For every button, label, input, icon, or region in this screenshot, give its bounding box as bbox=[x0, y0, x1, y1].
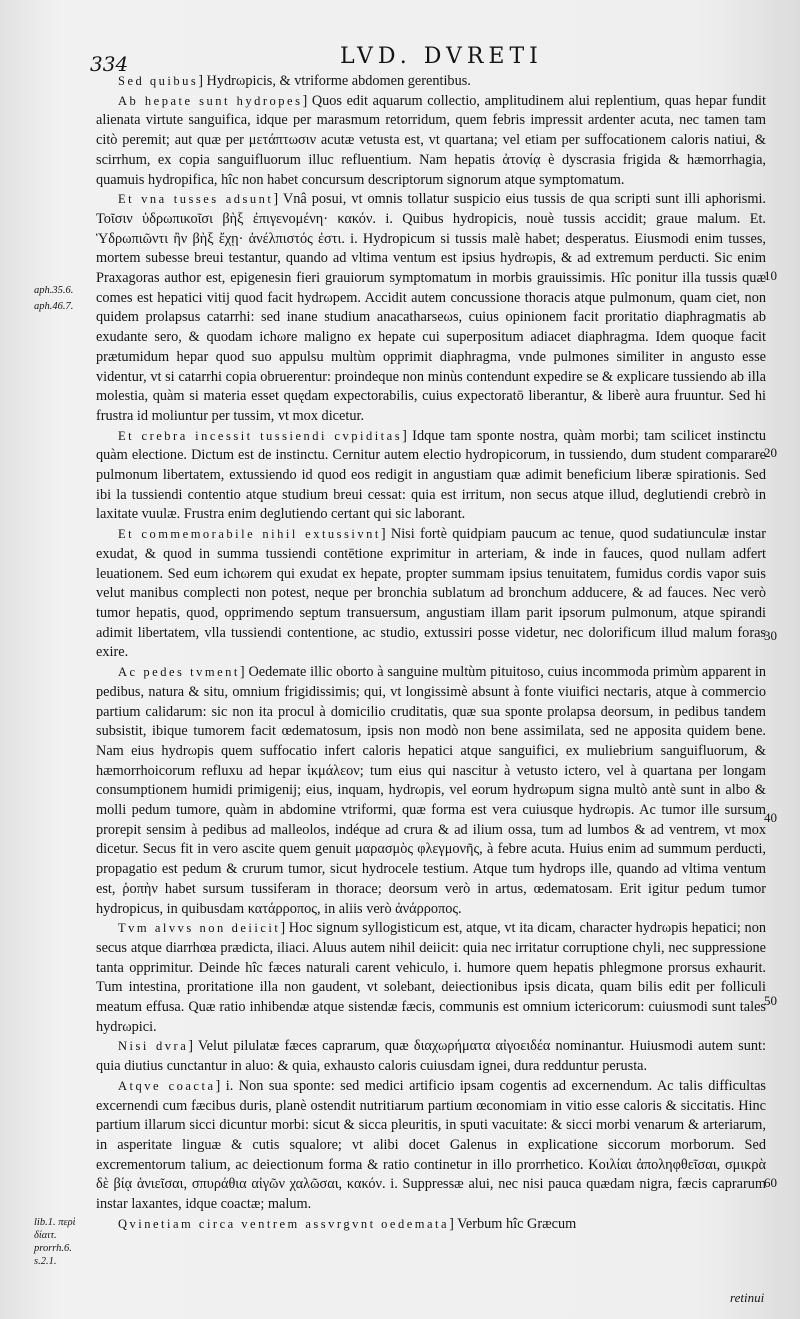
line-number: 30 bbox=[764, 628, 777, 643]
commentary-paragraph bbox=[96, 1077, 766, 1215]
margin-reference: aph.46.7. bbox=[34, 301, 74, 312]
commentary-paragraph bbox=[96, 72, 766, 92]
paragraph-text: ] Vnâ posui, vt omnis tollatur suspicio eius tussis de qua scripti sunt illi aphorismi. Τοῖσιν ὑδρωπικοῖσι βὴξ ἐπιγενομένη· κακόν. i. Quibus hydropicis, nouè tussis accidit; graue malum. Et. Ὑδρωπιῶντι ἢν βὴξ ἔχῃ· ἀνέλπιστός ἐστι. i. Hydropicum si tussis malè habet; desperatus. Eiusmodi enim tusses, mortem subesse breui testantur, quando ad vltima ventum est ipsius hydrωpis, & ad extremum perducti. Sic enim Praxagoras author est, epigenesin fieri grauiorum symptomatum in morbis grauissimis. Hîc ponitur illa tussis quæ comes est hepatici vitij quod facit hydrωpem. Accidit autem concussione thoracis atque pulmonum, quam ciet, non quidem prolapsus catarrhi: sed inane studium anacatharseωs, cuius opinionem facit proritatio diaphragmatis ab exudante sero, & quodam ichωre maligno ex hepate cui superpositum adiacet diaphragma. Idem quoque facit prætumidum hepar quod suo appulsu multùm opprimit diaphragma, vnde pulmones similiter in angusto esse videntur, vt si catarrhi copia obruerentur: proindeque non minùs contendunt expedire se & explicare tussiendo ab illa molestia, quàm si materia esset quędam expectorabilis, cuius expectoratō liberantur, & liberè aura fruuntur. Sed hi frustra id moliuntur per tussim, vt mox dicetur. bbox=[96, 191, 766, 424]
lemma: Nisi dvra bbox=[118, 1039, 189, 1054]
lemma: Atqve coacta bbox=[118, 1078, 216, 1093]
paragraph-text: ] Hydrωpicis, & vtriforme abdomen gerentibus. bbox=[198, 73, 471, 89]
commentary-paragraph bbox=[96, 919, 766, 1037]
paragraph-text: ] Idque tam sponte nostra, quàm morbi; tam scilicet instinctu quàm electione. Dictum est de instinctu. Cernitur autem electio hydropicorum, in tussiendo, dum student comparare pulmonum libertatem, extussiendo id quod eos redigit in angustiam quæ adimit beneficium liberæ spirationis. Sed ibi la tussiendi contentio atque studium breui cessat: quia est irritum, non secus atque illud, deglutiendi crebrò in laxitate vuulæ. Frustra enim deglutiendo certant qui sic laborant. bbox=[96, 427, 766, 523]
line-number: 50 bbox=[764, 993, 777, 1008]
page-number: 334 bbox=[90, 52, 129, 76]
paragraph-text: ] Quos edit aquarum collectio, amplitudinem alui replentium, quas hepar fundit alienata virtute sanguifica, idque per marasmum retorridum, quem febris impressit ardenter acuta, nec tamen tam citò peremit; aut quæ per μετάπτωσιν acutæ vetusta est, vt quartana; vel etiam per suffocationem caloris natiui, & scirrhum, ex copia sanguifluorum illuc refluentium. Nam hepatis ἀτονίᾳ è dyscrasia frigida & hæmorrhagia, quamuis hydropifica, hîc non habet concursum descriptorum signorum atque symptomatum. bbox=[96, 92, 766, 188]
paragraph-text: ] i. Non sua sponte: sed medici artificio ipsam cogentis ad excernendum. Ac talis difficultas excernendi cum fæcibus duris, planè ostendit nutritiarum partium œconomiam in vitio esse caloris & siccitatis. Hinc partium illarum sicci dicuntur morbi: sicut & sicca pleuritis, in sputi vacuitate: & sicci morbi venarum & arteriarum, in asperitate linguæ & cutis squalore; vt alibi docet Galenus in explicatione siccorum morborum. Sed excrementorum talium, ac deiectionum forma & ratio continetur in illo prorrhetico. Κοιλίαι ἀποληφθεῖσαι, σμικρὰ δὲ βίᾳ ἀνιεῖσαι, σπυράθια αἰγῶν χαλῶσαι, κακόν. i. Suppressæ alui, nec nisi pauca quædam nigra, fæcis caprarum instar laxantes, idque coactæ; malum. bbox=[96, 1077, 766, 1213]
paragraph-text: ] Oedemate illic oborto à sanguine multùm pituitoso, cuius incommoda primùm apparent in pedibus, natura & situ, omnium frigidissimis; qui, vt longissimè absunt à fonte viuifici nectaris, atque à commercio partium calidarum: sic non ita procul à domicilio cruditatis, quæ sua sponte prolapsa deorsum, in pedibus tandem subsistit, ibique tumorem facit œdematosum, ipsis non modò non bene assimilata, sed ne apposita quidem bene. Nam eius hydrωpis quem suffocatio infert caloris hepatici atque sanguifici, ex muliebrium sanguifluorum, & hæmorrhoicorum refluxu ad hepar ἰκμάλεον; tum eius qui nascitur à vetusto ictero, vel à quartana per longam consumptionem humidi primigenij; eius, inquam, hydrωpis, vel eorum hydrωpum signa multò antè sunt in albo & molli pedum tumore, quàm in abdomine vtriformi, quæ forma est vera cuiusque hydrωpis. Ac tumor ille sursum prorepit sensim à pedibus ad malleolos, indéque ad crura & ad ilium ossa, tum ad lumbos & ad ventrem, vt mox dicetur. Secus fit in vero ascite quem genuit μαρασμὸς φλεγμονῆς, à febre acuta. Huius enim ad summum perducti, propagatio est pedum & crurum tumor, sicut hydrocele testium. Atque tum hydrops ille, quando ad vltima ventum est, ῥοπὴν habet sursum tussiferam in thorace; deorsum verò in artus, œdematosam. Erit igitur pedum tumor hydropicus, in quibusdam κατάρροπος, in aliis verò ἀνάρροπος. bbox=[96, 664, 766, 917]
line-number: 10 bbox=[764, 268, 777, 283]
lemma: Et vna tusses adsunt bbox=[118, 192, 274, 207]
line-number: 60 bbox=[764, 1175, 777, 1190]
commentary-text bbox=[96, 72, 766, 1234]
paragraph-text: ] Verbum hîc Græcum bbox=[449, 1215, 577, 1232]
lemma: Qvinetiam circa ventrem assvrgvnt oedemata bbox=[118, 1216, 450, 1231]
paragraph-text: ] Velut pilulatæ fæces caprarum, quæ διαχωρήματα αἰγοειδέα nominantur. Huiusmodi autem sunt: quia diutius cunctantur in aluo: & quia, exhausto caloris cuiusdam ignei, dura redduntur perusta. bbox=[96, 1038, 766, 1075]
line-number: 40 bbox=[764, 810, 777, 825]
commentary-paragraph bbox=[96, 427, 766, 526]
line-number: 20 bbox=[764, 445, 777, 460]
paragraph-text: ] Hoc signum syllogisticum est, atque, vt ita dicam, character hydrωpis hepatici; non secus atque diarrhœa prædicta, iliaci. Aluus autem nihil deiicit: quia nec irritatur corruptione chyli, nec suppressione tanta opprimitur. Deinde hîc fæces naturali carent vehiculo, i. humore quem hepatis phlegmone prorsus exhaurit. Tum intestina, proritatione illa non gaudent, vt solebant, deiectionibus ipsis dicata, quam bilis edit per folliculi meatum effusa. Quæ ratio inhibendæ atque sistendæ fæcis, communis est omnium ictericorum: cuiusmodi sunt tales hydrωpici. bbox=[96, 920, 766, 1035]
lemma: Ab hepate sunt hydropes bbox=[118, 93, 303, 108]
lemma: Tvm alvvs non deiicit bbox=[118, 921, 281, 936]
lemma: Et commemorabile nihil extussivnt bbox=[118, 527, 381, 542]
lemma: Et crebra incessit tussiendi cvpiditas bbox=[118, 428, 403, 443]
commentary-paragraph bbox=[96, 1215, 766, 1235]
running-head: LVD. DVRETI bbox=[340, 44, 543, 69]
margin-reference: aph.35.6. bbox=[34, 285, 74, 296]
paragraph-text: ] Nisi fortè quidpiam paucum ac tenue, quod sudatiunculæ instar exudat, & quod in summa tussiendi contētione exprimitur in arteriam, & inde in fauces, quod nullam adfert leuationem. Sed eum ichωrem qui exudat ex hepate, propter summam ipsius tenuitatem, fumidus cordis vapor suis velut manibus complecti non potest, neque per bronchia sublatum ad bronchum adducere, & ad fauces. Nec verò tumor hepatis, quod, opprimendo septum transuersum, angustiam illam parit ipsorum pulmonum, atque spirandi adimit libertatem, vlla tussiendi contentione, ac studio, extussiri posse videtur, nec dolorificum illud malum foras exire. bbox=[96, 526, 766, 661]
catchword: retinui bbox=[730, 1290, 765, 1305]
commentary-paragraph bbox=[96, 525, 766, 663]
margin-reference: lib.1. περὶ δίαιτ. prorrh.6. s.2.1. bbox=[34, 1217, 76, 1267]
lemma: Sed quibus bbox=[118, 74, 199, 88]
commentary-paragraph bbox=[96, 92, 766, 191]
commentary-paragraph bbox=[96, 1037, 766, 1076]
commentary-paragraph bbox=[96, 190, 766, 426]
lemma: Ac pedes tvment bbox=[118, 665, 240, 680]
commentary-paragraph bbox=[96, 663, 766, 919]
